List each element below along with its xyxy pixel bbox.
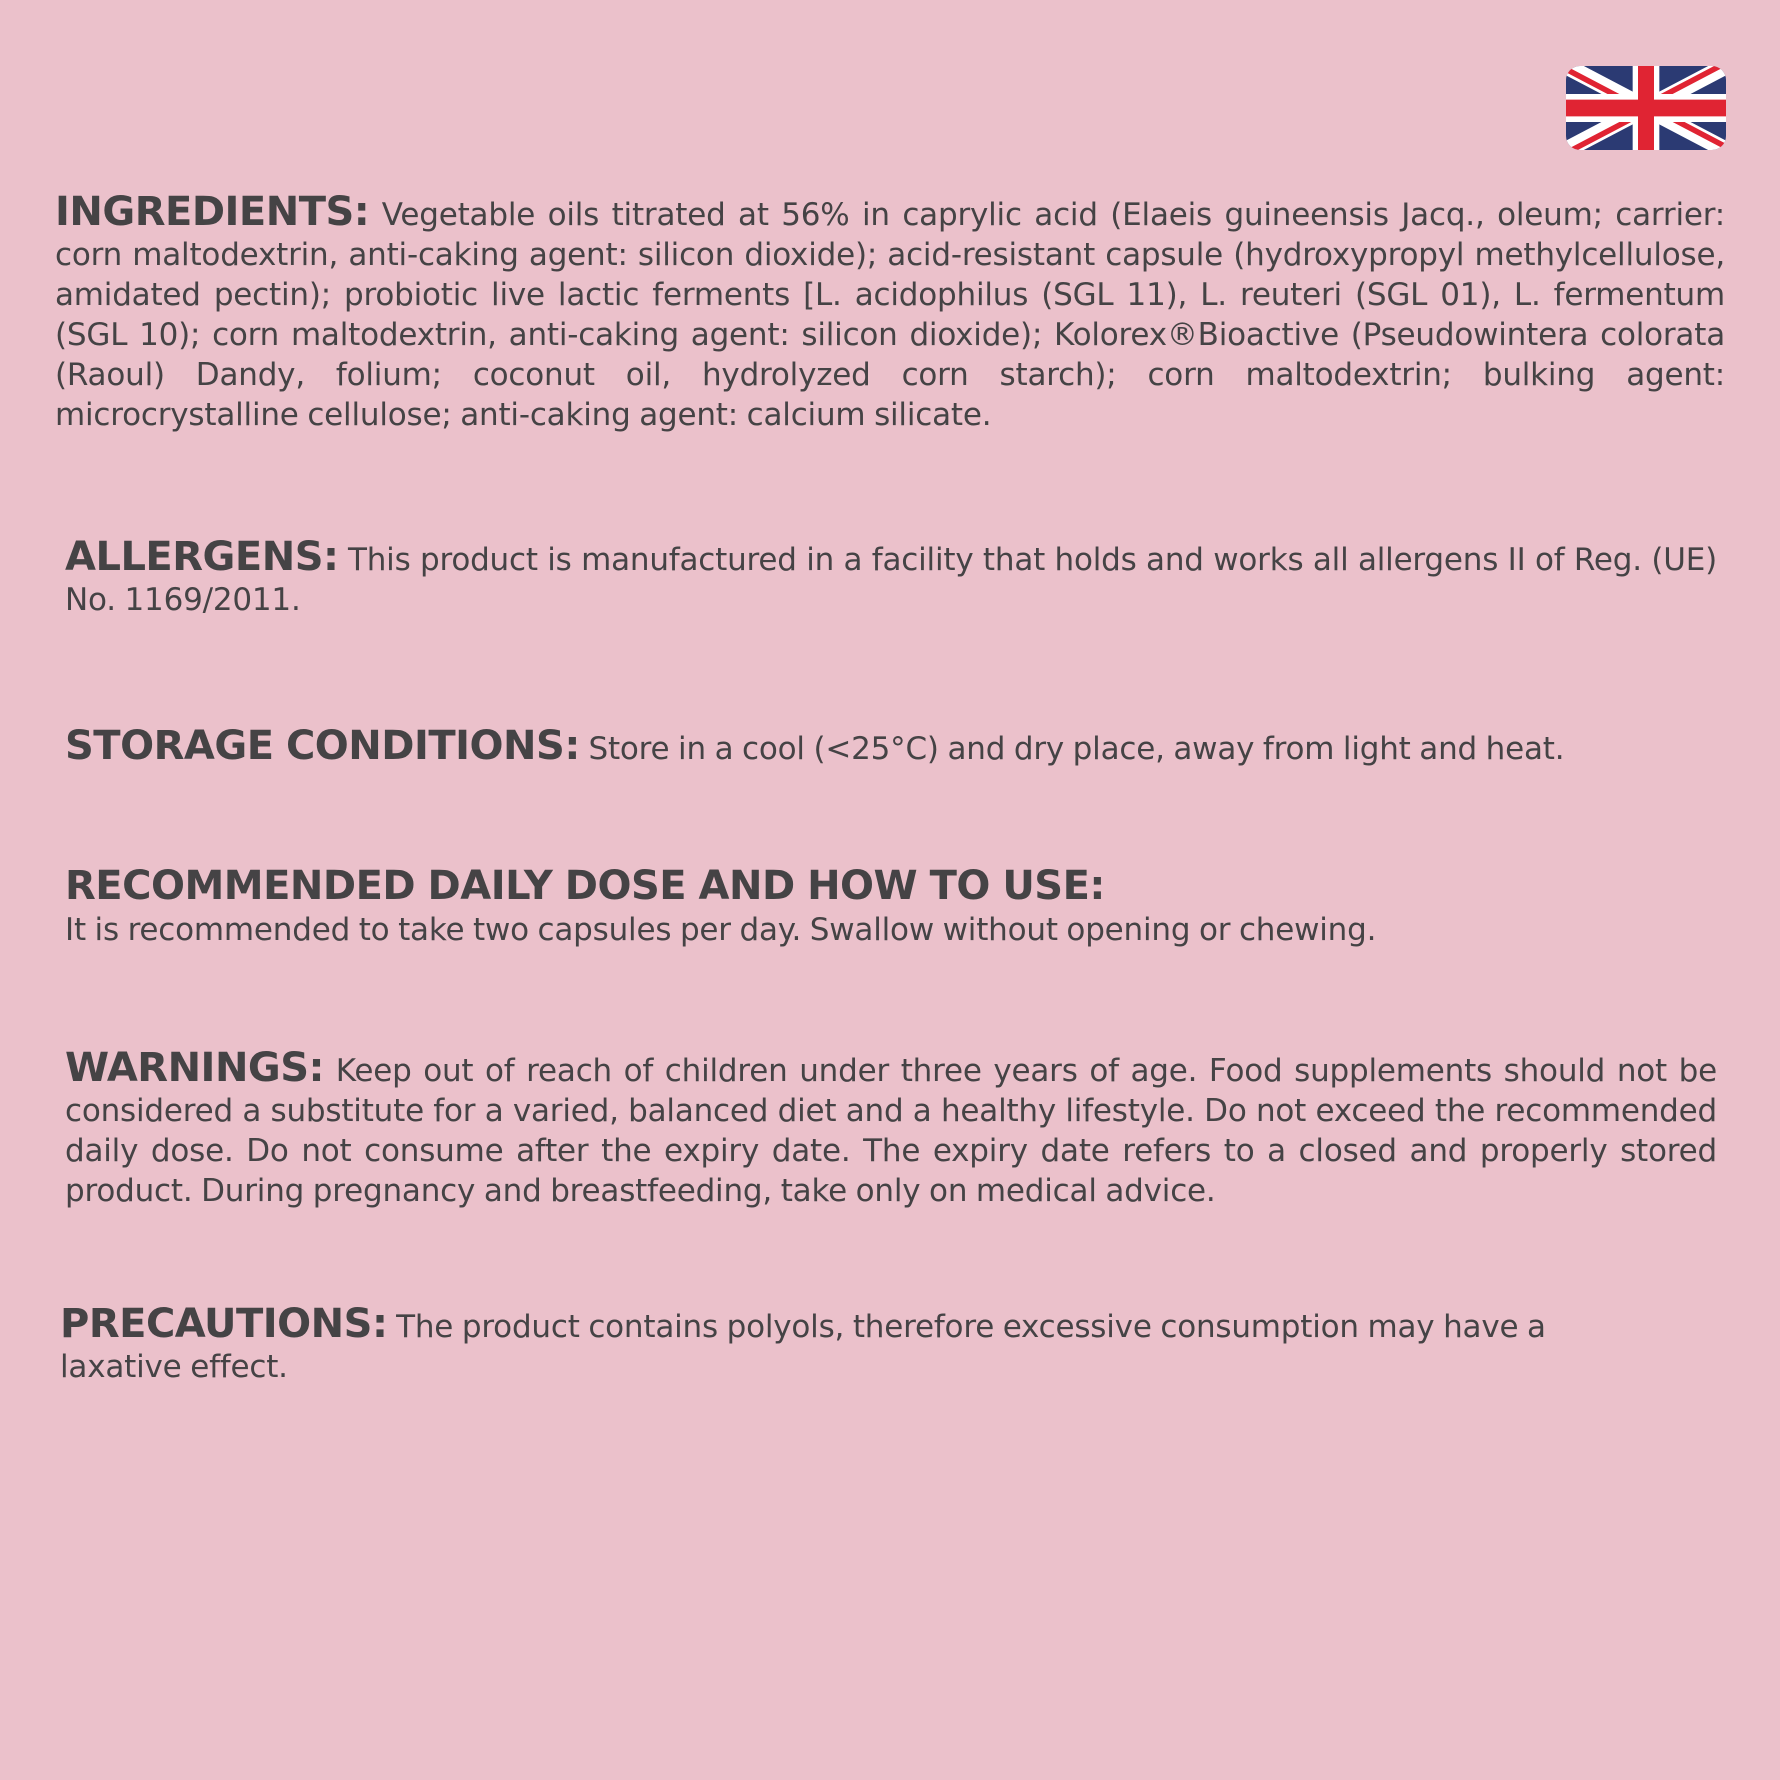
storage-heading: STORAGE CONDITIONS:	[65, 723, 580, 769]
storage-text: Store in a cool (<25°C) and dry place, away from light and heat.	[588, 731, 1565, 767]
ingredients-heading: INGREDIENTS:	[55, 189, 370, 235]
dose-heading: RECOMMENDED DAILY DOSE AND HOW TO USE:	[65, 863, 1105, 909]
dose-text: It is recommended to take two capsules per day. Swallow without opening or chewing.	[65, 912, 1377, 948]
allergens-text: This product is manufactured in a facility that holds and works all allergens II of Reg. (UE) No. 1169/2011.	[65, 542, 1717, 618]
ingredients-text: Vegetable oils titrated at 56% in caprylic acid (Elaeis guineensis Jacq., oleum; carrier: corn maltodextrin, anti-caking agent: silicon dioxide); acid-resistant capsule (hydroxypropyl methylcellulose, amidated pectin); probiotic live lactic ferments [L. acidophilus (SGL 11), L. reuteri (SGL 01), L. fermentum (SGL 10); corn maltodextrin, anti-caking agent: silicon dioxide); Kolorex®Bioactive (Pseudowintera colorata (Raoul) Dandy, folium; coconut oil, hydrolyzed corn starch); corn maltodextrin; bulking agent: microcrystalline cellulose; anti-caking agent: calcium silicate.	[55, 197, 1725, 433]
ingredients-section	[55, 189, 1725, 435]
storage-section	[65, 723, 1735, 769]
precautions-section	[60, 1301, 1660, 1387]
allergens-heading: ALLERGENS:	[65, 534, 339, 580]
warnings-text: Keep out of reach of children under three years of age. Food supplements should not be considered a substitute for a varied, balanced diet and a healthy lifestyle. Do not exceed the recommended daily dose. Do not consume after the expiry date. The expiry date refers to a closed and properly stored product. During pregnancy and breastfeeding, take only on medical advice.	[65, 1053, 1717, 1209]
dose-section	[65, 862, 1735, 950]
allergens-section	[65, 534, 1717, 620]
precautions-heading: PRECAUTIONS:	[60, 1301, 388, 1347]
uk-flag-icon	[1566, 66, 1726, 150]
precautions-text: The product contains polyols, therefore excessive consumption may have a laxative effect.	[60, 1309, 1546, 1385]
warnings-section	[65, 1045, 1717, 1211]
warnings-heading: WARNINGS:	[65, 1045, 325, 1091]
